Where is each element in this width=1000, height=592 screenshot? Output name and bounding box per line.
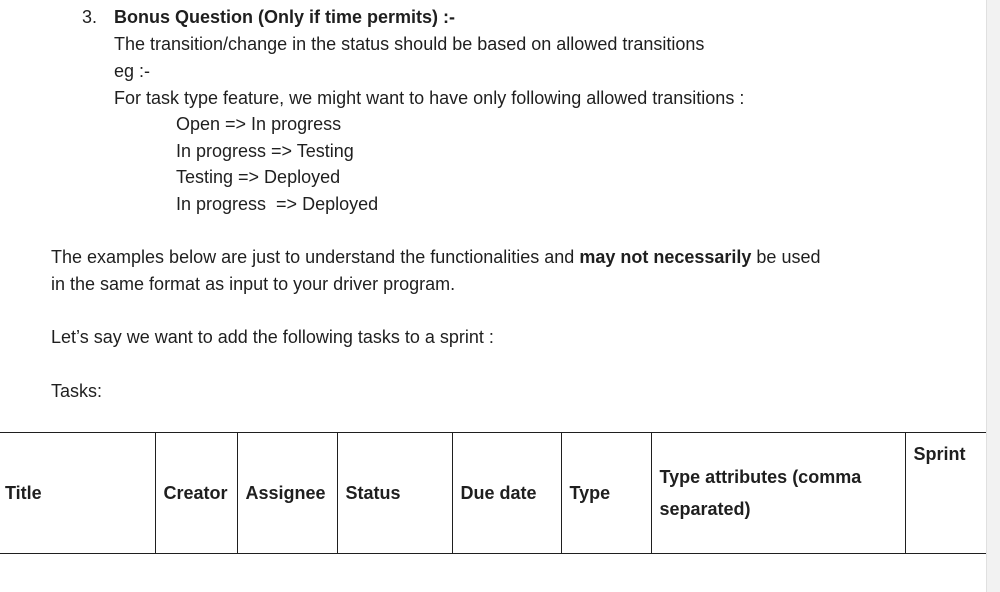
note-text: The examples below are just to understand the functionalities and <box>51 247 580 267</box>
transition-item: In progress => Deployed <box>176 194 379 214</box>
question-line-1: The transition/change in the status should be based on allowed transitions <box>114 34 705 54</box>
header-due-date: Due date <box>452 433 561 554</box>
note-paragraph-line-2: in the same format as input to your driver program. <box>51 274 456 294</box>
note-paragraph-line-1 <box>51 244 820 270</box>
header-sprint: Sprint <box>905 433 988 554</box>
header-status: Status <box>337 433 452 554</box>
header-creator: Creator <box>155 433 237 554</box>
transition-item: Testing => Deployed <box>176 167 341 187</box>
header-type: Type <box>561 433 651 554</box>
header-type-attributes: Type attributes (comma separated) <box>651 433 905 554</box>
intro-paragraph: Let’s say we want to add the following tasks to a sprint : <box>51 327 494 347</box>
header-assignee: Assignee <box>237 433 337 554</box>
note-text: be used <box>751 247 821 267</box>
question-line-2: eg :- <box>114 61 151 81</box>
note-emphasis: may not necessarily <box>579 247 752 267</box>
scrollbar[interactable] <box>986 0 1000 592</box>
transition-item: Open => In progress <box>176 114 342 134</box>
bonus-question-title: Bonus Question (Only if time permits) :- <box>114 7 456 27</box>
transition-item: In progress => Testing <box>176 141 354 161</box>
tasks-label: Tasks: <box>51 381 103 401</box>
header-title: Title <box>0 433 155 554</box>
table-header-row <box>0 433 988 554</box>
question-line-3: For task type feature, we might want to have only following allowed transitions : <box>114 88 745 108</box>
tasks-table <box>0 432 988 554</box>
list-number: 3. <box>82 7 98 27</box>
